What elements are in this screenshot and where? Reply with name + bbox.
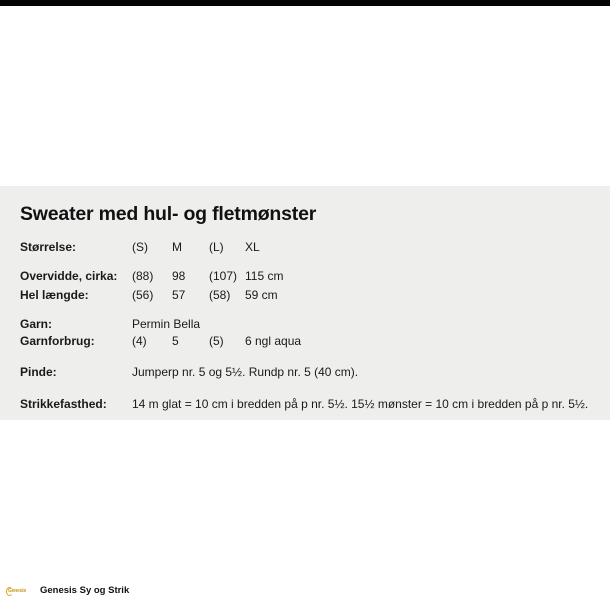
row-label: Hel længde: (20, 288, 89, 302)
yarn-name: Permin Bella (132, 317, 201, 331)
value-l: (58) (209, 288, 231, 302)
row-label: Overvidde, cirka: (20, 269, 118, 283)
value-s: (4) (132, 334, 147, 348)
value-l: (107) (209, 269, 238, 283)
value-xl: 6 ngl aqua (245, 334, 302, 348)
value-xl: 59 cm (245, 288, 278, 302)
row-label: Garn: (20, 317, 53, 331)
value-l: (5) (209, 334, 224, 348)
row-label: Garnforbrug: (20, 334, 95, 348)
value-m: 57 (172, 288, 186, 302)
pattern-title: Sweater med hul- og fletmønster (20, 203, 317, 225)
size-xl: XL (245, 240, 260, 254)
gauge-text: 14 m glat = 10 cm i bredden på p nr. 5½. 15½ mønster = 10 cm i bredden på p nr. 5½. (132, 397, 589, 411)
size-l: (L) (209, 240, 224, 254)
value-s: (88) (132, 269, 154, 283)
value-m: 98 (172, 269, 186, 283)
value-m: 5 (172, 334, 179, 348)
pattern-info-card (0, 186, 610, 420)
needles-text: Jumperp nr. 5 og 5½. Rundp nr. 5 (40 cm). (132, 365, 359, 379)
top-edge-bar (0, 0, 610, 6)
genesis-logo: Genesis (8, 585, 32, 597)
value-s: (56) (132, 288, 154, 302)
brand-name: Genesis Sy og Strik (40, 585, 130, 596)
size-m: M (172, 240, 182, 254)
row-label: Størrelse: (20, 240, 77, 254)
row-label: Strikkefasthed: (20, 397, 107, 411)
row-label: Pinde: (20, 365, 57, 379)
size-s: (S) (132, 240, 148, 254)
value-xl: 115 cm (245, 269, 284, 283)
